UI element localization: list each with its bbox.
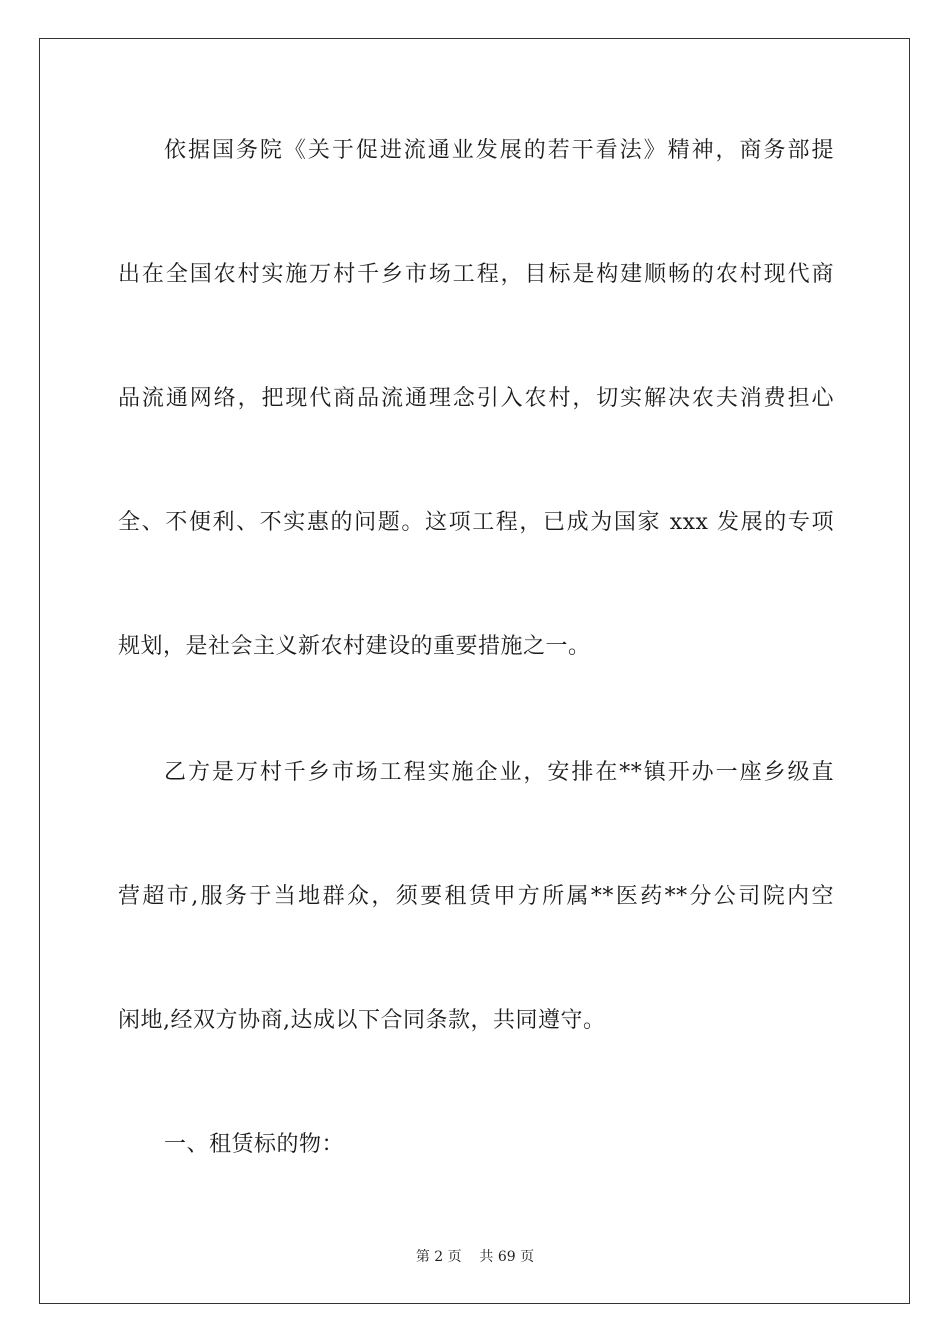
paragraph-2-line-2: 营超市,服务于当地群众，须要租赁甲方所属**医药**分公司院内空	[118, 884, 834, 909]
paragraph-1-line-2: 出在全国农村实施万村千乡市场工程，目标是构建顺畅的农村现代商	[118, 262, 834, 287]
paragraph-1-line-4: 全、不便利、不实惠的问题。这项工程，已成为国家 xxx 发展的专项	[118, 510, 834, 535]
page-border	[39, 38, 910, 1304]
section-heading-lease-object: 一、租赁标的物：	[164, 1132, 345, 1157]
paragraph-1-line-3: 品流通网络，把现代商品流通理念引入农村，切实解决农夫消费担心	[118, 386, 834, 411]
paragraph-2-line-1: 乙方是万村千乡市场工程实施企业，安排在**镇开办一座乡级直	[164, 760, 834, 785]
paragraph-1-line-1: 依据国务院《关于促进流通业发展的若干看法》精神，商务部提	[164, 138, 834, 163]
paragraph-2-line-3: 闲地,经双方协商,达成以下合同条款，共同遵守。	[118, 1008, 606, 1033]
paragraph-1-line-5: 规划，是社会主义新农村建设的重要措施之一。	[118, 634, 591, 659]
page-number-footer: 第 2 页 共 69 页	[415, 1249, 535, 1265]
